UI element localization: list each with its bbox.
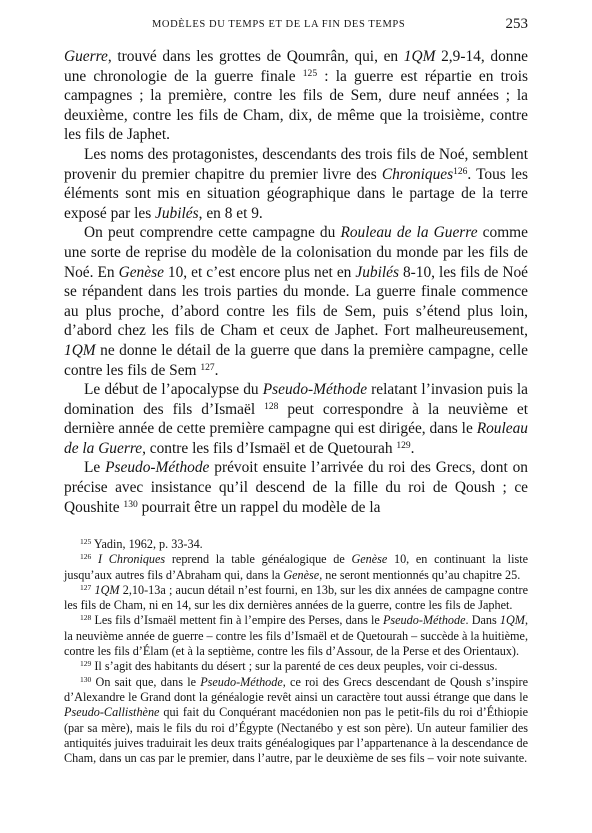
note-call: 130 bbox=[80, 674, 92, 684]
paragraph bbox=[64, 458, 528, 517]
footnote bbox=[64, 537, 528, 552]
text-run: Jubilés bbox=[155, 204, 199, 222]
text-run: Chroniques bbox=[381, 165, 454, 183]
footnote bbox=[64, 659, 528, 674]
text-run: 1QM bbox=[403, 48, 436, 65]
note-call: 128 bbox=[80, 613, 92, 623]
text-run: , ce roi des Grecs descendant de Qoush s’inspire d’Alexandre le Grand dont la généalogie revêt ainsi un caractère tout aussi étrange que dans le bbox=[64, 674, 528, 704]
text-run: Les noms des protagonistes, descendants des trois fils de Noé, semblent provenir du premier chapitre du premier livre des bbox=[64, 145, 528, 183]
note-call: 128 bbox=[264, 400, 279, 412]
note-call: 127 bbox=[80, 582, 92, 592]
text-run: pourrait être un rappel du modèle de la bbox=[137, 498, 381, 516]
text-run: Pseudo-Méthode bbox=[262, 381, 368, 399]
text-run: prévoit ensuite l’arrivée du roi des Grecs, dont on précise avec insistance qu’il descend de la fille du roi de Qoush ; ce Qoushite bbox=[64, 459, 528, 516]
text-run: ne donne le détail de la guerre que dans la première campagne, celle contre les fils de Sem bbox=[64, 341, 528, 379]
text-run: Les fils d’Ismaël mettent fin à l’empire des Perses, dans le bbox=[91, 613, 383, 628]
text-run: Pseudo-Callisthène bbox=[64, 705, 160, 720]
text-run: Il s’agit des habitants du désert ; sur la parenté de ces deux peuples, voir ci-dessus. bbox=[91, 659, 498, 674]
text-run: Pseudo-Méthode bbox=[382, 613, 466, 628]
paragraph bbox=[64, 223, 528, 380]
note-call: 126 bbox=[80, 552, 92, 562]
text-run: On peut comprendre cette campagne du bbox=[84, 224, 341, 242]
note-call: 129 bbox=[80, 659, 92, 669]
text-run: I Chroniques bbox=[98, 552, 166, 567]
note-call: 125 bbox=[302, 67, 318, 79]
text-run: 10, et c’est encore plus net en bbox=[163, 263, 356, 281]
running-title: MODÈLES DU TEMPS ET DE LA FIN DES TEMPS bbox=[152, 19, 406, 30]
text-run: Le début de l’apocalypse du bbox=[84, 381, 263, 399]
text-run: On sait que, dans le bbox=[91, 674, 201, 689]
running-header bbox=[64, 16, 528, 36]
text-run: , contre les fils d’Ismaël et de Quetourah bbox=[142, 439, 397, 457]
paragraph bbox=[64, 380, 528, 458]
text-run: Genèse bbox=[118, 263, 164, 281]
text-run: relatant l’invasion puis la domination des fils d’Ismaël bbox=[64, 381, 528, 418]
note-call: 127 bbox=[200, 361, 215, 373]
text-run: Genèse bbox=[283, 567, 320, 582]
paragraph bbox=[64, 145, 528, 223]
text-run: 1QM bbox=[64, 341, 96, 359]
note-call: 125 bbox=[80, 536, 92, 546]
footnote bbox=[64, 583, 528, 614]
text-run: Pseudo-Méthode bbox=[200, 674, 283, 689]
footnotes bbox=[64, 537, 528, 766]
text-run: comme une sorte de reprise du modèle de la colonisation du monde par les fils de Noé. En bbox=[64, 224, 528, 281]
text-run: : la guerre est répartie en trois campagnes ; la première, contre les fils de Sem, dure neuf années ; la deuxième, contre les fils de Cham, dix, de même que la troisième, contre les fils de Japhet. bbox=[64, 67, 528, 144]
text-run: , trouvé dans les grottes de Qoumrân, qui, en bbox=[107, 48, 404, 65]
text-run: , ne seront mentionnés qu’au chapitre 25. bbox=[319, 567, 521, 582]
footnote bbox=[64, 675, 528, 767]
footnote bbox=[64, 613, 528, 659]
text-run: . Tous les éléments sont mis en situation géographique dans le partage de la terre exposé par les bbox=[64, 165, 528, 222]
text-run: . bbox=[410, 439, 415, 457]
paragraph bbox=[64, 47, 528, 145]
text-run: , en 8 et 9. bbox=[198, 204, 263, 222]
page-number: 253 bbox=[505, 16, 528, 32]
note-call: 126 bbox=[453, 165, 468, 177]
text-run: Genèse bbox=[351, 552, 388, 567]
text-run: 1QM bbox=[499, 613, 525, 628]
text-run: . bbox=[214, 361, 219, 379]
text-run: 2,9-14, donne une chronologie de la guerre finale bbox=[64, 48, 528, 85]
text-run: Pseudo-Méthode bbox=[105, 459, 210, 477]
note-call: 130 bbox=[123, 498, 138, 510]
note-call: 129 bbox=[396, 439, 411, 451]
text-run: 1QM bbox=[94, 582, 120, 597]
text-run: 10, en continuant la liste jusqu’aux autres fils d’Abraham qui, dans la bbox=[64, 552, 528, 582]
text-run: peut correspondre à la neuvième et dernière année de cette première campagne qui est dirigée, dans le bbox=[64, 400, 528, 438]
footnote bbox=[64, 552, 528, 583]
text-run: Le bbox=[84, 459, 106, 477]
text-run bbox=[91, 552, 98, 566]
text-run: 8-10, les fils de Noé se répandent dans les trois parties du monde. La guerre finale commence au plus proche, d’abord contre les fils de Sem, puis s’étend plus loin, d’abord chez les fils de Cham et ceux de Japhet. Fort malheureusement, bbox=[64, 263, 528, 340]
text-run: Rouleau de la Guerre bbox=[64, 420, 528, 457]
main-text bbox=[64, 47, 528, 517]
text-run: reprend la table généalogique de bbox=[165, 552, 352, 567]
text-run: qui fait du Conquérant macédonien non pas le petit-fils du roi d’Éthiopie (par sa mère), mais le fils du roi d’Égypte (Nectanébo y est son père). Un auteur familier des antiquités juives traduirait les deux traits généalogiques par l’appartenance à la descendance de Cham, dans un cas par le premier, dans l’autre, par le deuxième de ses fils – voir note suivante. bbox=[64, 705, 528, 766]
text-run: Jubilés bbox=[355, 263, 399, 281]
text-run: . Dans bbox=[465, 613, 500, 628]
text-run: 2,10-13a ; aucun détail n’est fourni, en 13b, sur les dix années de campagne contre les fils de Cham, ni en 14, sur les dix dernières années de la guerre, contre les fils de Japhet. bbox=[64, 582, 528, 613]
text-run: Rouleau de la Guerre bbox=[340, 224, 478, 242]
text-run: Yadin, 1962, p. 33-34. bbox=[91, 537, 203, 551]
text-run: , la neuvième année de guerre – contre les fils d’Ismaël et de Quetourah – succède à la huitième, contre les fils d’Élam (et à la septième, contre les fils d’Assour, de la Perse et des Orientaux). bbox=[64, 613, 528, 659]
text-run: Guerre bbox=[64, 48, 108, 65]
